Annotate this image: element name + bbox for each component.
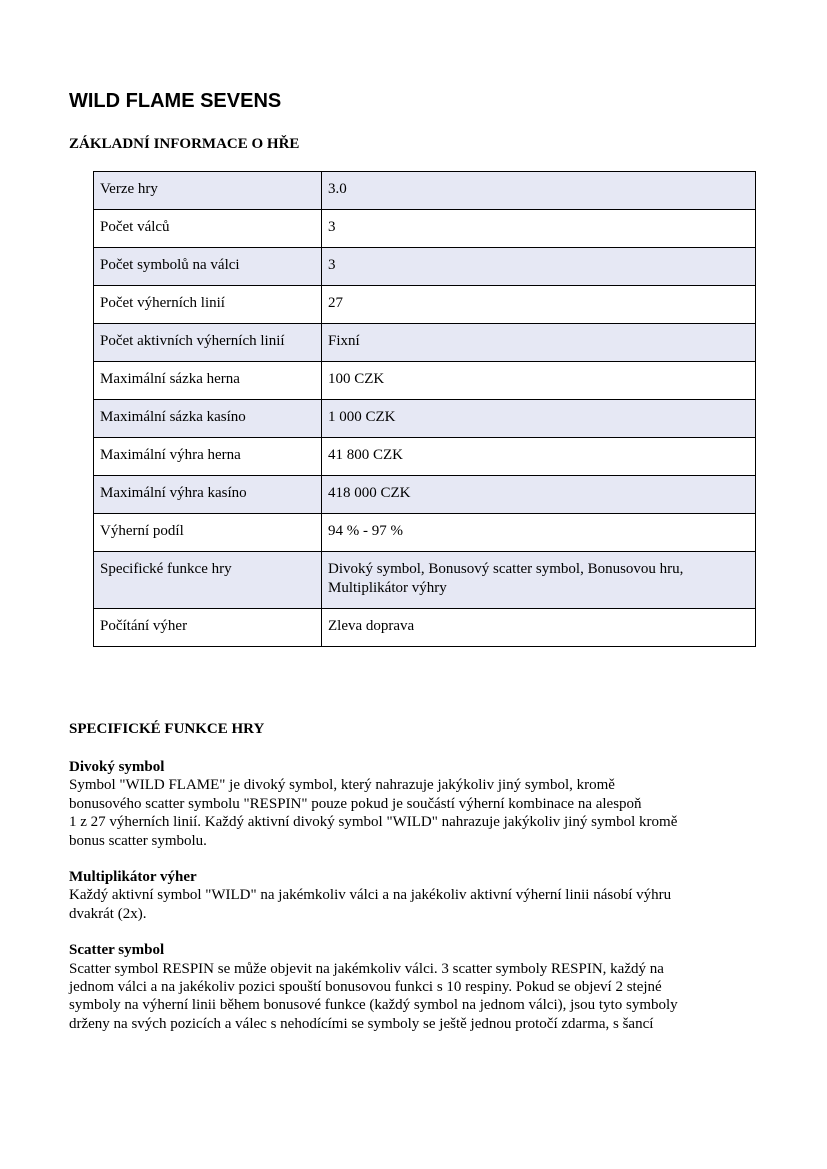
table-row bbox=[94, 286, 756, 324]
info-value-cell: 94 % - 97 % bbox=[322, 514, 756, 552]
info-label-cell: Počítání výher bbox=[94, 609, 322, 647]
info-label-cell: Verze hry bbox=[94, 172, 322, 210]
info-label-cell: Maximální výhra herna bbox=[94, 438, 322, 476]
info-value-cell: Fixní bbox=[322, 324, 756, 362]
table-row bbox=[94, 609, 756, 647]
info-label-cell: Počet symbolů na válci bbox=[94, 248, 322, 286]
feature-section bbox=[69, 941, 759, 1033]
table-row bbox=[94, 324, 756, 362]
info-value-cell: 3 bbox=[322, 210, 756, 248]
page-title: WILD FLAME SEVENS bbox=[69, 90, 282, 112]
text-line: 1 z 27 výherních linií. Každý aktivní divoký symbol "WILD" nahrazuje jakýkoliv jiný symbol kromě bbox=[69, 814, 678, 831]
info-label-cell: Počet výherních linií bbox=[94, 286, 322, 324]
feature-section bbox=[69, 758, 759, 850]
info-label-cell: Specifické funkce hry bbox=[94, 552, 322, 609]
info-value-cell: 27 bbox=[322, 286, 756, 324]
text-line: drženy na svých pozicích a válec s nehodícími se symboly se ještě jednou protočí zdarma, s šancí bbox=[69, 1015, 654, 1032]
features-heading: SPECIFICKÉ FUNKCE HRY bbox=[69, 721, 265, 737]
info-value-cell: 1 000 CZK bbox=[322, 400, 756, 438]
table-row bbox=[94, 362, 756, 400]
table-row bbox=[94, 514, 756, 552]
info-value-cell: 100 CZK bbox=[322, 362, 756, 400]
info-value-cell: 3.0 bbox=[322, 172, 756, 210]
table-row bbox=[94, 400, 756, 438]
feature-heading: Multiplikátor výher bbox=[69, 869, 197, 886]
feature-text bbox=[69, 776, 759, 850]
info-value-cell: Zleva doprava bbox=[322, 609, 756, 647]
info-value-cell: 41 800 CZK bbox=[322, 438, 756, 476]
info-label-cell: Počet aktivních výherních linií bbox=[94, 324, 322, 362]
text-line: Symbol "WILD FLAME" je divoký symbol, který nahrazuje jakýkoliv jiný symbol, kromě bbox=[69, 777, 615, 794]
text-line: Každý aktivní symbol "WILD" na jakémkoliv válci a na jakékoliv aktivní výherní linii násobí výhru bbox=[69, 887, 672, 904]
table-row bbox=[94, 248, 756, 286]
table-row bbox=[94, 476, 756, 514]
text-line: Scatter symbol RESPIN se může objevit na jakémkoliv válci. 3 scatter symboly RESPIN, každý na bbox=[69, 960, 664, 977]
text-line: dvakrát (2x). bbox=[69, 905, 147, 922]
info-heading: ZÁKLADNÍ INFORMACE O HŘE bbox=[69, 136, 300, 152]
feature-heading: Scatter symbol bbox=[69, 942, 165, 959]
info-label-cell: Maximální výhra kasíno bbox=[94, 476, 322, 514]
table-row bbox=[94, 438, 756, 476]
info-label-cell: Výherní podíl bbox=[94, 514, 322, 552]
game-info-table bbox=[93, 171, 756, 647]
table-row bbox=[94, 552, 756, 609]
text-line: bonusového scatter symbolu "RESPIN" pouze pokud je součástí výherní kombinace na alespoň bbox=[69, 795, 642, 812]
info-value-cell: 3 bbox=[322, 248, 756, 286]
feature-sections bbox=[69, 758, 759, 1051]
text-line: symboly na výherní linii během bonusové funkce (každý symbol na jednom válci), jsou tyto symboly bbox=[69, 997, 678, 1014]
feature-text bbox=[69, 960, 759, 1034]
info-value-cell: Divoký symbol, Bonusový scatter symbol, Bonusovou hru, Multiplikátor výhry bbox=[322, 552, 756, 609]
info-value-cell: 418 000 CZK bbox=[322, 476, 756, 514]
text-line: jednom válci a na jakékoliv pozici spouští bonusovou funkci s 10 respiny. Pokud se objeví 2 stejné bbox=[69, 979, 662, 996]
info-label-cell: Počet válců bbox=[94, 210, 322, 248]
table-row bbox=[94, 172, 756, 210]
info-label-cell: Maximální sázka kasíno bbox=[94, 400, 322, 438]
feature-text bbox=[69, 886, 759, 923]
text-line: bonus scatter symbolu. bbox=[69, 832, 207, 849]
info-label-cell: Maximální sázka herna bbox=[94, 362, 322, 400]
feature-heading: Divoký symbol bbox=[69, 759, 165, 775]
feature-section bbox=[69, 868, 759, 923]
table-row bbox=[94, 210, 756, 248]
